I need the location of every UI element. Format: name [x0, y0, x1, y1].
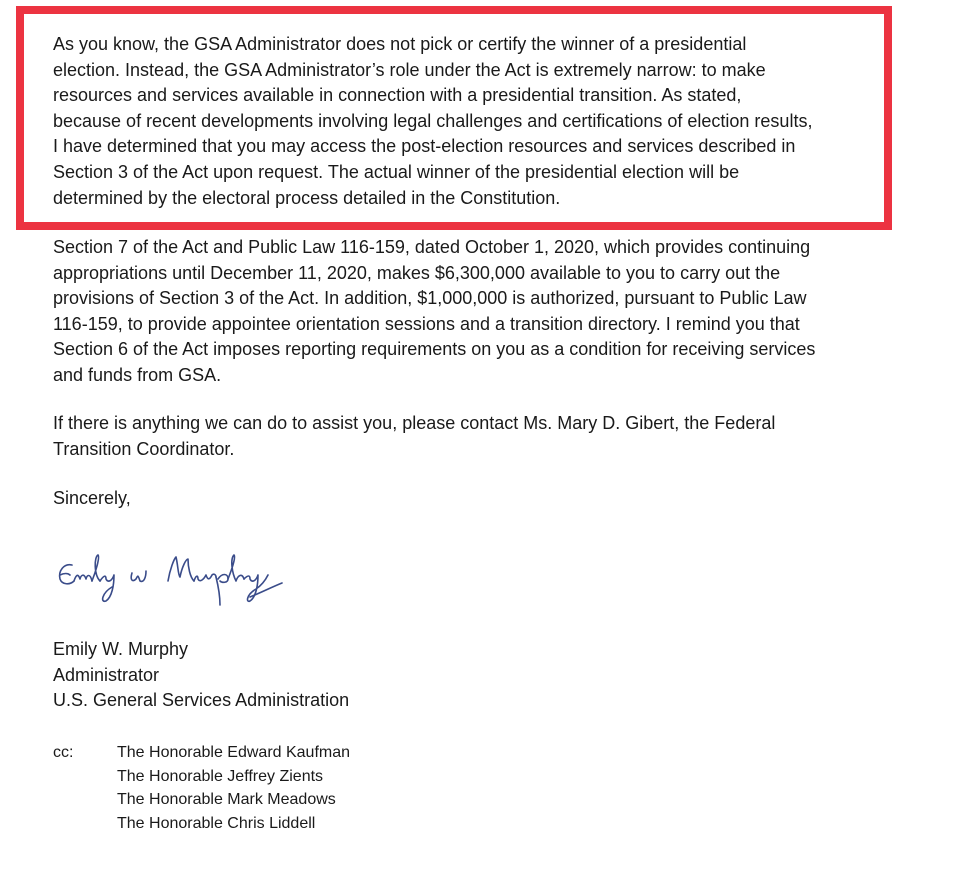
- closing-salutation: Sincerely,: [53, 488, 131, 508]
- cc-recipient: The Honorable Mark Meadows: [117, 791, 336, 808]
- cc-recipient: The Honorable Chris Liddell: [117, 814, 316, 832]
- signer-name: Emily W. Murphy: [53, 639, 189, 659]
- appropriations-paragraph: Section 7 of the Act and Public Law 116-159, dated October 1, 2020, which provides continuing appropriations until December 11, 2020, makes $6,300,000 available to you to carry out the provisions of Section 3 of the Act. In addition, $1,000,000 is authorized, pursuant to Public Law 116-159, to provide appointee orientation sessions and a transition directory. I remind you that Section 6 of the Act imposes reporting requirements on you as a condition for receiving services and funds from GSA.: [53, 237, 816, 385]
- signature-block: [53, 637, 349, 714]
- assistance-paragraph: If there is anything we can do to assist you, please contact Ms. Mary D. Gibert, the Federal Transition Coordinator.: [53, 413, 776, 459]
- highlighted-paragraph: As you know, the GSA Administrator does not pick or certify the winner of a presidential election. Instead, the GSA Administrator’s role under the Act is extremely narrow: to make resources and services available in connection with a presidential transition. As stated, because of recent developments involving legal challenges and certifications of election results, I have determined that you may access the post-election resources and services described in Section 3 of the Act upon request. The actual winner of the presidential election will be determined by the electoral process detailed in the Constitution.: [53, 34, 813, 208]
- cc-recipient: The Honorable Edward Kaufman: [117, 744, 351, 761]
- signer-organization: U.S. General Services Administration: [53, 690, 350, 711]
- cc-list: [117, 741, 350, 835]
- signer-title: Administrator: [53, 664, 160, 685]
- handwritten-signature-icon: [50, 535, 310, 615]
- cc-label: cc:: [53, 744, 74, 761]
- cc-recipient: The Honorable Jeffrey Zients: [117, 767, 324, 785]
